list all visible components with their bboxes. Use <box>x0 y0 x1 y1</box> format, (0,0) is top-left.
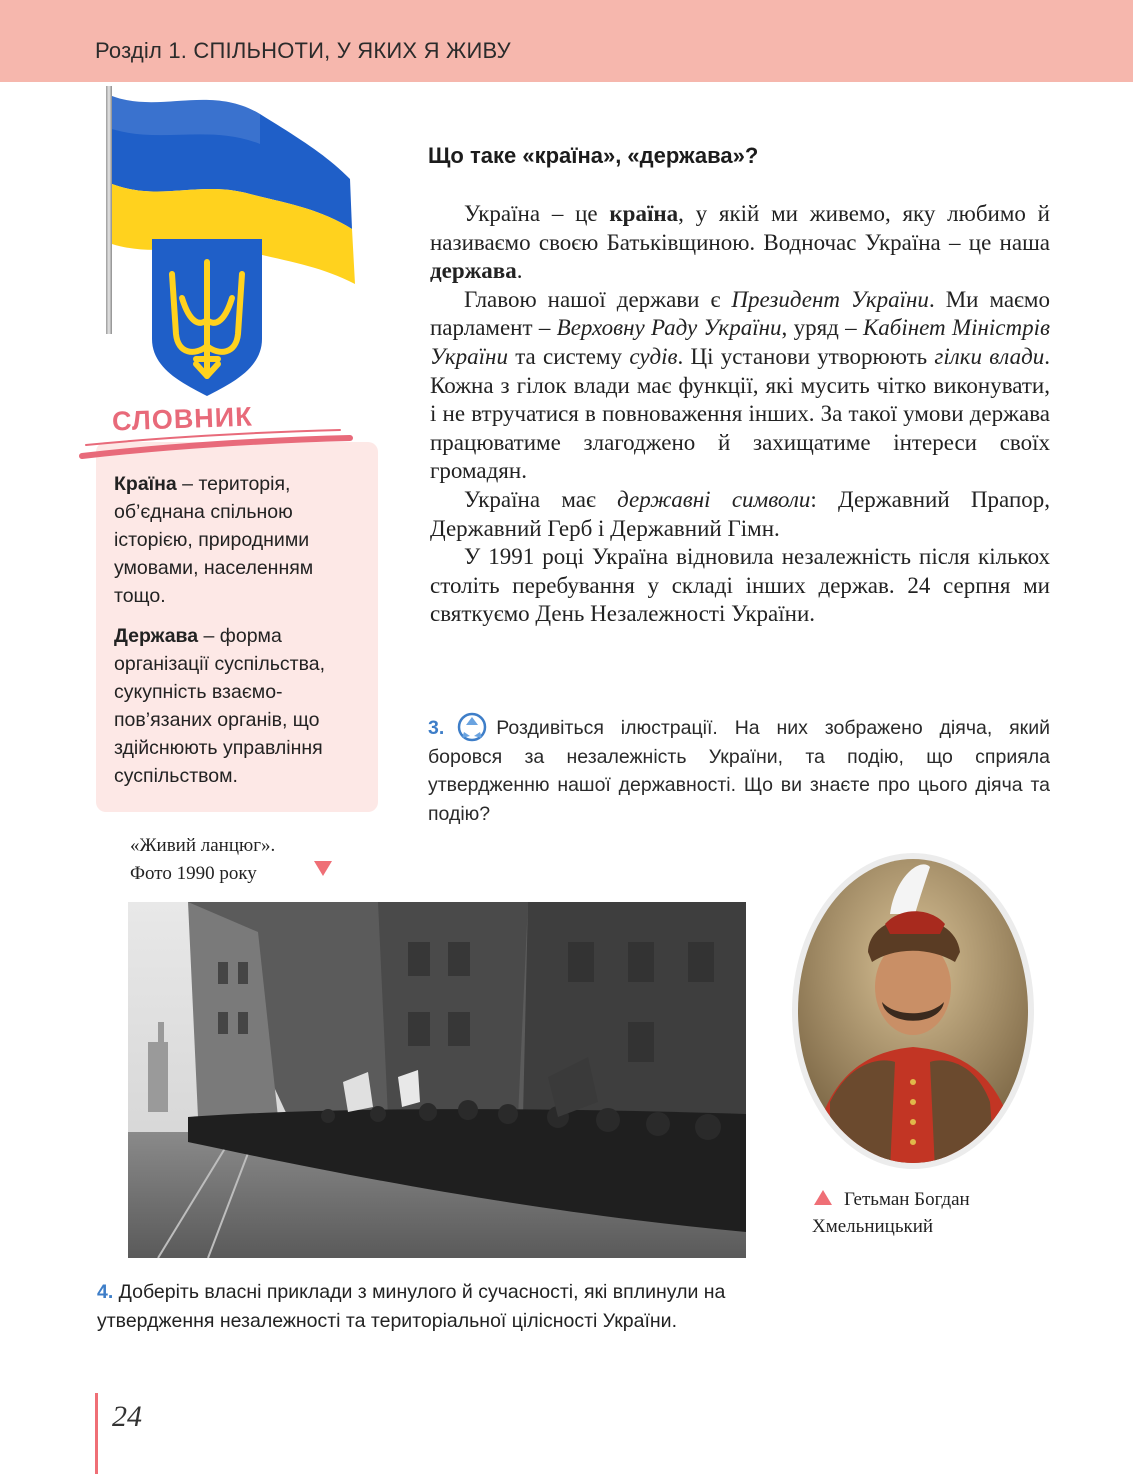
vocabulary-entry-country <box>114 470 370 610</box>
caption-line: Хмельницький <box>812 1216 934 1237</box>
text-run: . Кожна з гілок влади має функції, які мусить чітко виконувати, і не втручатися в повноваження інших. За такої умови держава працюватиме злагоджено й захищатиме інтереси своїх громадян. <box>430 343 1050 484</box>
group-discussion-icon <box>452 712 492 742</box>
term-italic: Кабінет Міністрів України <box>430 315 1050 369</box>
vocabulary-entry-state <box>114 622 370 790</box>
text-run: Україна має <box>464 486 618 512</box>
ukraine-flag-icon <box>100 84 370 404</box>
chapter-header <box>0 0 1133 82</box>
hetman-portrait <box>790 852 1036 1170</box>
vocabulary-term: Держава <box>114 625 199 647</box>
task-3 <box>428 712 1050 828</box>
task-text: Доберіть власні приклади з минулого й сучасності, які вплинули на утвердження незалежності та територіальної цілісності України. <box>97 1281 726 1332</box>
text-run: та систему <box>507 343 630 369</box>
paragraph <box>430 200 1050 286</box>
photo-caption <box>130 832 275 888</box>
term-bold: держава <box>430 258 517 284</box>
text-run: Україна – це <box>464 201 610 226</box>
term-italic: Верховну Раду України <box>556 315 782 341</box>
paragraph <box>430 286 1050 486</box>
text-run: . <box>516 258 523 284</box>
text-run: . Ці установи утворюють <box>677 343 935 369</box>
portrait-caption <box>812 1186 970 1240</box>
text-run: : Державний Прапор, Державний Герб і Державний Гімн. <box>430 486 1050 541</box>
chapter-title: Розділ 1. СПІЛЬНОТИ, У ЯКИХ Я ЖИВУ <box>95 38 511 63</box>
text-run: , уряд – <box>781 315 863 341</box>
vocabulary-title: СЛОВНИК <box>111 401 254 437</box>
paragraph: У 1991 році Україна відновила незалежність після кількох століть перебування у складі інших держав. 24 серпня ми святкуємо День Незалежності України. <box>430 544 1050 627</box>
caption-line: «Живий ланцюг». <box>130 835 276 856</box>
term-italic: гілки влади <box>934 343 1045 369</box>
caption-line: Гетьман Богдан <box>844 1189 970 1210</box>
living-chain-photo <box>128 902 746 1258</box>
triangle-down-icon <box>314 861 332 877</box>
section-title: Що таке «країна», «держава»? <box>428 143 759 168</box>
caption-line: Фото 1990 року <box>130 863 257 884</box>
task-text: Роздивіться ілюстрації. На них зображено діяча, який боровся за незалежність України, та подію, що сприяла утвердженню нашої державності. Що ви знаєте про цього діяча та подію? <box>428 717 1050 825</box>
task-number: 3. <box>428 717 445 739</box>
text-run: Главою нашої держави є <box>464 286 732 312</box>
term-italic: Президент України <box>731 286 929 312</box>
vocabulary-definition: – територія, об’єднана спільною історією, природними умовами, населенням тощо. <box>114 473 314 607</box>
task-4 <box>97 1278 817 1335</box>
vocabulary-term: Країна <box>114 473 177 495</box>
flag-illustration <box>100 84 370 404</box>
task-number: 4. <box>97 1281 114 1303</box>
paragraph <box>430 486 1050 543</box>
text-run: , у якій ми живемо, яку любимо й називаємо своєю Батьківщиною. Водночас Україна – це наша <box>430 201 1050 255</box>
main-text <box>430 200 1050 629</box>
page-number: 24 <box>112 1400 142 1433</box>
term-italic: державні символи <box>617 486 811 512</box>
term-italic: судів <box>629 343 678 369</box>
term-bold: країна <box>609 201 679 226</box>
vocabulary-definition: – форма організації суспільства, сукупність взаємопов’язаних органів, що здійснюють управління суспільством. <box>114 625 325 787</box>
page-number-bar <box>95 1393 98 1474</box>
text-run: . Ми маємо парламент – <box>430 286 1050 341</box>
